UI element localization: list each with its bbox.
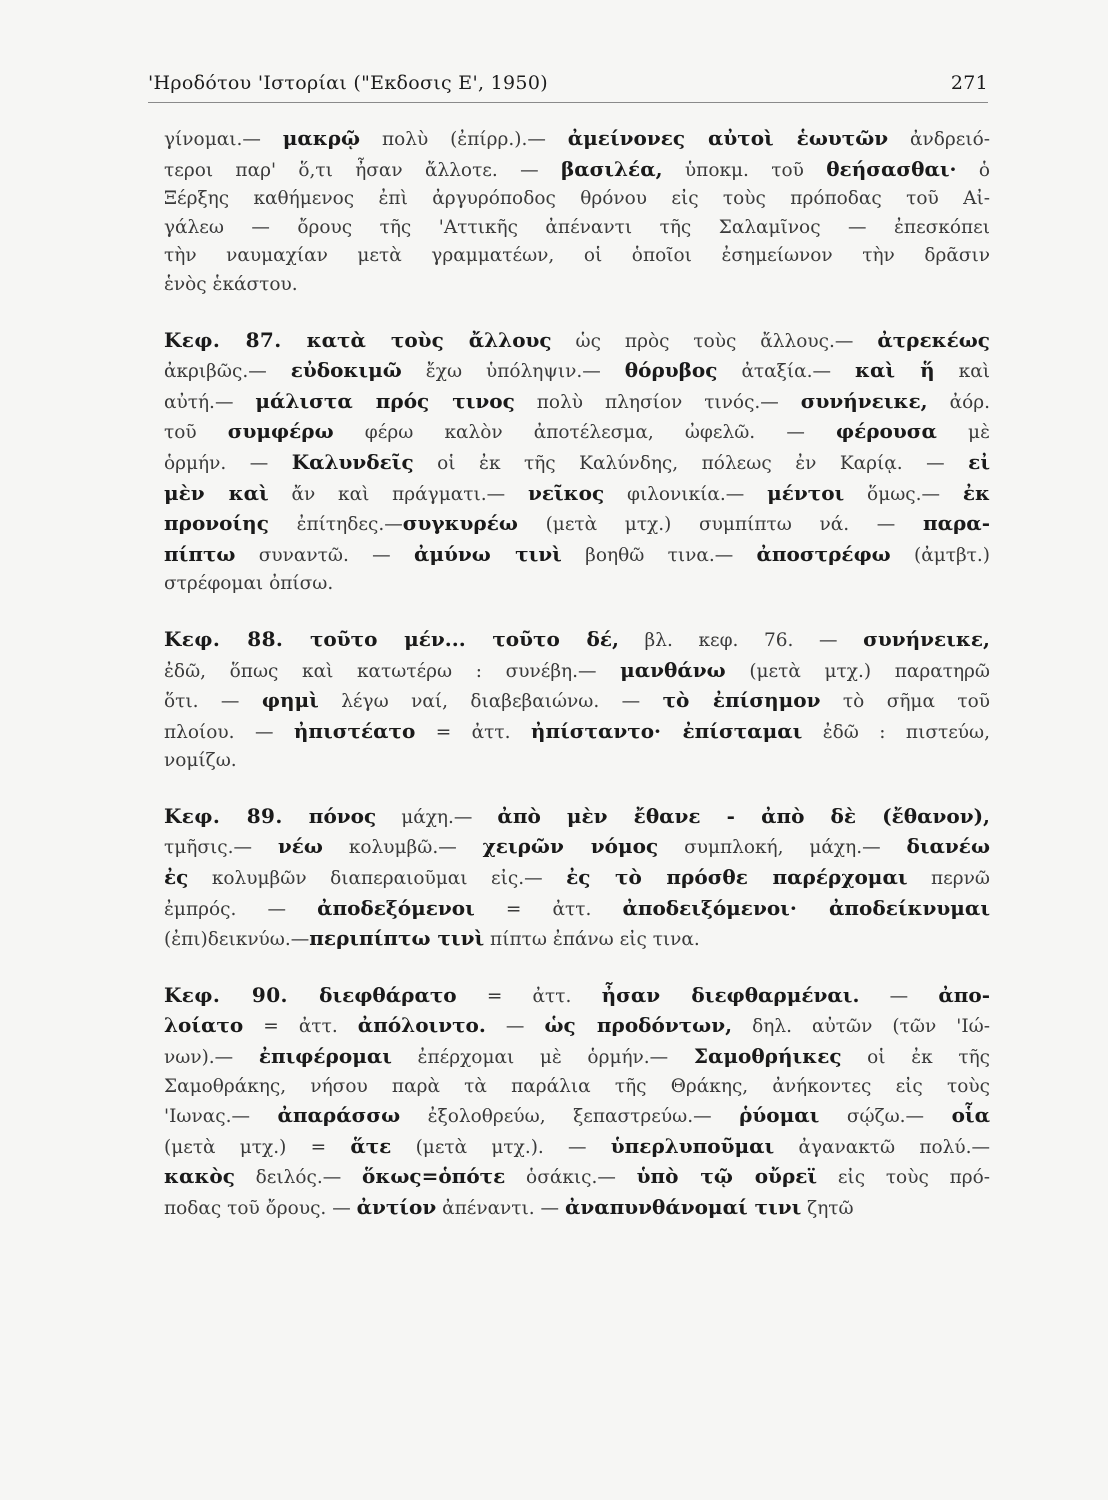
- text-line: [164, 124, 990, 155]
- gloss: ὁσάκις.—: [505, 1167, 637, 1189]
- lemma: ἠπίσταντο· ἐπίσταμαι: [530, 718, 803, 743]
- gloss: μὲ: [936, 422, 990, 444]
- lemma: πόνος: [282, 803, 377, 828]
- text-line: [164, 185, 990, 214]
- lemma: κακὸς: [164, 1164, 235, 1189]
- lemma: ἐκ: [962, 480, 990, 505]
- gloss: ἀταξία.—: [717, 361, 855, 383]
- text-line: [164, 242, 990, 271]
- lemma: ἐς τὸ πρόσθε παρέρχομαι: [566, 865, 908, 890]
- lemma: ἀπο-: [938, 982, 990, 1007]
- gloss: ἀπέναντι. —: [436, 1198, 565, 1219]
- gloss: λέγω ναί, διαβεβαιώνω. —: [318, 691, 663, 713]
- lemma: λοίατο: [164, 1013, 244, 1038]
- text-line: [164, 717, 990, 748]
- lemma: ἀποστρέφω: [756, 541, 891, 566]
- paragraph: [164, 802, 990, 955]
- lemma: ὡς προδόντων,: [544, 1013, 733, 1038]
- gloss: δειλός.—: [234, 1167, 363, 1189]
- gloss: μάχη.—: [376, 806, 498, 828]
- chapter-heading: Κεφ. 88.: [164, 626, 284, 651]
- text-line: [164, 1132, 990, 1163]
- text-line: [164, 1073, 990, 1102]
- gloss: ἑνὸς ἑκάστου.: [164, 273, 298, 295]
- commentary-text: [164, 124, 990, 1250]
- lemma: ἠπιστέατο: [293, 718, 416, 743]
- text-line: [164, 479, 990, 510]
- gloss: ἐδῶ, ὅπως καὶ κατωτέρω : συνέβη.—: [164, 660, 621, 682]
- text-line: [164, 1011, 990, 1042]
- text-line: [164, 1042, 990, 1073]
- lemma: προνοίης: [164, 511, 269, 536]
- lemma: βασιλέα,: [560, 156, 663, 181]
- lemma: μέντοι: [767, 480, 845, 505]
- text-line: [164, 540, 990, 571]
- lemma: ἀπαράσσω: [277, 1103, 401, 1128]
- gloss: τεροι παρ' ὅ,τι ἦσαν ἄλλοτε. —: [164, 159, 561, 181]
- gloss: συμπλοκή, μάχη.—: [658, 837, 907, 859]
- lemma: συνήνεικε,: [800, 388, 928, 413]
- gloss: ὑποκμ. τοῦ: [662, 159, 827, 181]
- text-line: [164, 656, 990, 687]
- gloss: γίνομαι.—: [164, 129, 283, 150]
- chapter-heading: Κεφ. 87.: [164, 327, 282, 352]
- lemma: ἀναπυνθάνομαί τινι: [564, 1195, 802, 1219]
- text-line: [164, 832, 990, 863]
- gloss: πολὺ (ἐπίρρ.).—: [360, 129, 568, 150]
- lemma: Σαμοθρήικες: [693, 1044, 842, 1069]
- chapter-heading: Κεφ. 90.: [164, 982, 288, 1007]
- gloss: ἀκριβῶς.—: [164, 361, 291, 383]
- gloss: βλ. κεφ. 76. —: [618, 629, 864, 651]
- lemma: χειρῶν νόμος: [482, 834, 659, 859]
- gloss: πίπτω ἐπάνω εἰς τινα.: [484, 929, 700, 951]
- lemma: νέω: [277, 834, 323, 859]
- gloss: ὁρμήν. —: [164, 452, 292, 474]
- gloss: = ἀττ.: [456, 985, 602, 1007]
- lemma: μανθάνω: [620, 657, 726, 682]
- lemma: εἰ: [968, 449, 990, 474]
- text-line: [164, 214, 990, 243]
- lemma: συγκυρέω: [402, 511, 518, 536]
- lemma: ῥύομαι: [739, 1103, 820, 1128]
- gloss: φέρω καλὸν ἀποτέλεσμα, ὠφελῶ. —: [333, 422, 836, 444]
- text-line: [164, 981, 990, 1012]
- lemma: ὑπὸ τῷ οὔρεϊ: [636, 1164, 818, 1189]
- gloss: 'Ιωνας.—: [164, 1106, 278, 1128]
- text-line: [164, 686, 990, 717]
- lemma: ἀντίον: [356, 1195, 437, 1219]
- gloss: τμῆσις.—: [164, 837, 278, 859]
- gloss: πλοίου. —: [164, 721, 294, 743]
- gloss: σῴζω.—: [819, 1106, 952, 1128]
- gloss: τὸ σῆμα τοῦ: [820, 691, 990, 713]
- lemma: παρα-: [922, 511, 990, 536]
- gloss: Ξέρξης καθήμενος ἐπὶ ἀργυρόποδος θρόνου εἰς τοὺς πρόποδας τοῦ Αἰ-: [164, 188, 990, 210]
- gloss: (μετὰ μτχ.). —: [391, 1136, 611, 1158]
- lemma: ἐς: [164, 865, 189, 890]
- gloss: ὁ: [956, 159, 990, 181]
- gloss: = ἀττ.: [415, 721, 531, 743]
- gloss: κολυμβῶ.—: [322, 837, 483, 859]
- gloss: (ἐπι)δεικνύω.—: [164, 929, 310, 951]
- lemma: περιπίπτω τινὶ: [309, 926, 485, 951]
- lemma: ἐπιφέρομαι: [258, 1044, 392, 1069]
- lemma: νεῖκος: [527, 480, 605, 505]
- lemma: ὑπερλυποῦμαι: [610, 1133, 775, 1158]
- gloss: ὡς πρὸς τοὺς ἄλλους.—: [551, 330, 878, 352]
- gloss: = ἀττ.: [243, 1016, 358, 1038]
- gloss: ἐμπρός. —: [164, 898, 318, 920]
- gloss: ἔχω ὑπόληψιν.—: [401, 361, 625, 383]
- gloss: ὅμως.—: [844, 483, 963, 505]
- gloss: συναντῶ. —: [235, 544, 414, 566]
- paragraph: [164, 981, 990, 1224]
- running-title: 'Ηροδότου 'Ιστορίαι ("Εκδοσις Ε', 1950): [148, 72, 548, 94]
- lemma: ἦσαν διεφθαρμέναι.: [601, 982, 860, 1007]
- lemma: ὅκως=ὁπότε: [362, 1164, 506, 1189]
- gloss: ἀόρ.: [927, 391, 990, 413]
- gloss: (ἀμτβτ.): [890, 544, 990, 566]
- gloss: νομίζω.: [164, 750, 237, 772]
- gloss: (μετὰ μτχ.) συμπίπτω νά. —: [517, 514, 923, 536]
- lemma: οἷα: [951, 1103, 990, 1128]
- text-line: [164, 155, 990, 186]
- lemma: θόρυβος: [624, 358, 718, 383]
- gloss: τοῦ: [164, 422, 228, 444]
- running-header: [148, 72, 988, 102]
- lemma: ἅτε: [350, 1133, 392, 1158]
- text-line: [164, 387, 990, 418]
- lemma: εὐδοκιμῶ: [290, 358, 402, 383]
- gloss: οἱ ἐκ τῆς: [841, 1047, 990, 1069]
- lemma: μὲν καὶ: [164, 480, 269, 505]
- gloss: —: [859, 985, 939, 1007]
- text-line: [164, 1193, 990, 1224]
- text-line: [164, 356, 990, 387]
- gloss: κολυμβῶν διαπεραιοῦμαι εἰς.—: [188, 868, 567, 890]
- gloss: περνῶ: [907, 868, 990, 890]
- lemma: θεήσασθαι·: [826, 156, 957, 181]
- gloss: φιλονικία.—: [604, 483, 768, 505]
- gloss: —: [485, 1016, 545, 1038]
- gloss: ἐπέρχομαι μὲ ὁρμήν.—: [391, 1047, 694, 1069]
- gloss: ὅτι. —: [164, 691, 262, 713]
- lemma: μάλιστα πρός τινος: [255, 388, 515, 413]
- lemma: ἀμείνονες αὐτοὶ ἑωυτῶν: [567, 126, 889, 150]
- paragraph: [164, 625, 990, 776]
- gloss: ποδας τοῦ ὄρους. —: [164, 1198, 357, 1219]
- gloss: ἀγανακτῶ πολύ.—: [774, 1136, 990, 1158]
- text-line: [164, 326, 990, 357]
- text-line: [164, 625, 990, 656]
- gloss: ἄν καὶ πράγματι.—: [268, 483, 528, 505]
- paragraph: [164, 326, 990, 599]
- text-line: [164, 924, 990, 955]
- paragraph: [164, 124, 990, 300]
- gloss: δηλ. αὐτῶν (τῶν 'Ιώ-: [732, 1016, 990, 1038]
- header-rule: [148, 102, 988, 103]
- lemma: ἀμύνω τινὶ: [413, 541, 562, 566]
- lemma: διανέω: [906, 834, 990, 859]
- gloss: πολὺ πλησίον τινός.—: [514, 391, 801, 413]
- gloss: = ἀττ.: [474, 898, 623, 920]
- gloss: ἀνδρειό-: [888, 129, 990, 150]
- gloss: ζητῶ: [801, 1198, 854, 1219]
- text-line: [164, 509, 990, 540]
- text-line: [164, 570, 990, 599]
- gloss: ἐπίτηδες.—: [268, 514, 403, 536]
- gloss: ἐδῶ : πιστεύω,: [802, 721, 990, 743]
- lemma: ἀπόλοιντο.: [357, 1013, 486, 1038]
- lemma: καὶ ἥ: [854, 358, 935, 383]
- gloss: βοηθῶ τινα.—: [561, 544, 757, 566]
- lemma: κατὰ τοὺς ἄλλους: [281, 327, 552, 352]
- gloss: εἰς τοὺς πρό-: [817, 1167, 990, 1189]
- lemma: διεφθάρατο: [287, 982, 457, 1007]
- lemma: τοῦτο μέν... τοῦτο δέ,: [283, 626, 619, 651]
- chapter-heading: Κεφ. 89.: [164, 803, 283, 828]
- lemma: συμφέρω: [227, 419, 334, 444]
- lemma: μακρῷ: [282, 126, 361, 150]
- text-line: [164, 863, 990, 894]
- gloss: Σαμοθράκης, νήσου παρὰ τὰ παράλια τῆς Θράκης, ἀνήκοντες εἰς τοὺς: [164, 1075, 990, 1097]
- gloss: καὶ: [934, 361, 990, 383]
- text-line: [164, 894, 990, 925]
- gloss: τὴν ναυμαχίαν μετὰ γραμματέων, οἱ ὁποῖοι ἐσημείωνον τὴν δρᾶσιν: [164, 245, 990, 267]
- gloss: οἱ ἐκ τῆς Καλύνδης, πόλεως ἐν Καρίᾳ. —: [413, 452, 969, 474]
- gloss: (μετὰ μτχ.) παρατηρῶ: [725, 660, 990, 682]
- text-line: [164, 271, 990, 300]
- lemma: ἀπὸ μὲν ἔθανε - ἀπὸ δὲ (ἔθανον),: [497, 803, 990, 828]
- text-line: [164, 802, 990, 833]
- lemma: φέρουσα: [835, 419, 937, 444]
- lemma: συνήνεικε,: [863, 626, 990, 651]
- gloss: (μετὰ μτχ.) =: [164, 1136, 351, 1158]
- page-number: 271: [950, 72, 988, 94]
- lemma: τὸ ἐπίσημον: [662, 688, 821, 713]
- gloss: γάλεω — ὄρους τῆς 'Αττικῆς ἀπέναντι τῆς Σαλαμῖνος — ἐπεσκόπει: [164, 216, 990, 238]
- text-line: [164, 448, 990, 479]
- lemma: φημὶ: [261, 688, 319, 713]
- text-line: [164, 1101, 990, 1132]
- lemma: ἀτρεκέως: [877, 327, 990, 352]
- lemma: πίπτω: [164, 541, 236, 566]
- text-line: [164, 417, 990, 448]
- text-line: [164, 747, 990, 776]
- gloss: αὐτή.—: [164, 391, 256, 413]
- lemma: ἀποδειξόμενοι· ἀποδείκνυμαι: [622, 895, 990, 920]
- gloss: ἐξολοθρεύω, ξεπαστρεύω.—: [400, 1106, 740, 1128]
- text-line: [164, 1162, 990, 1193]
- lemma: Καλυνδεῖς: [291, 449, 414, 474]
- gloss: στρέφομαι ὀπίσω.: [164, 573, 334, 595]
- gloss: νων).—: [164, 1047, 259, 1069]
- lemma: ἀποδεξόμενοι: [317, 895, 475, 920]
